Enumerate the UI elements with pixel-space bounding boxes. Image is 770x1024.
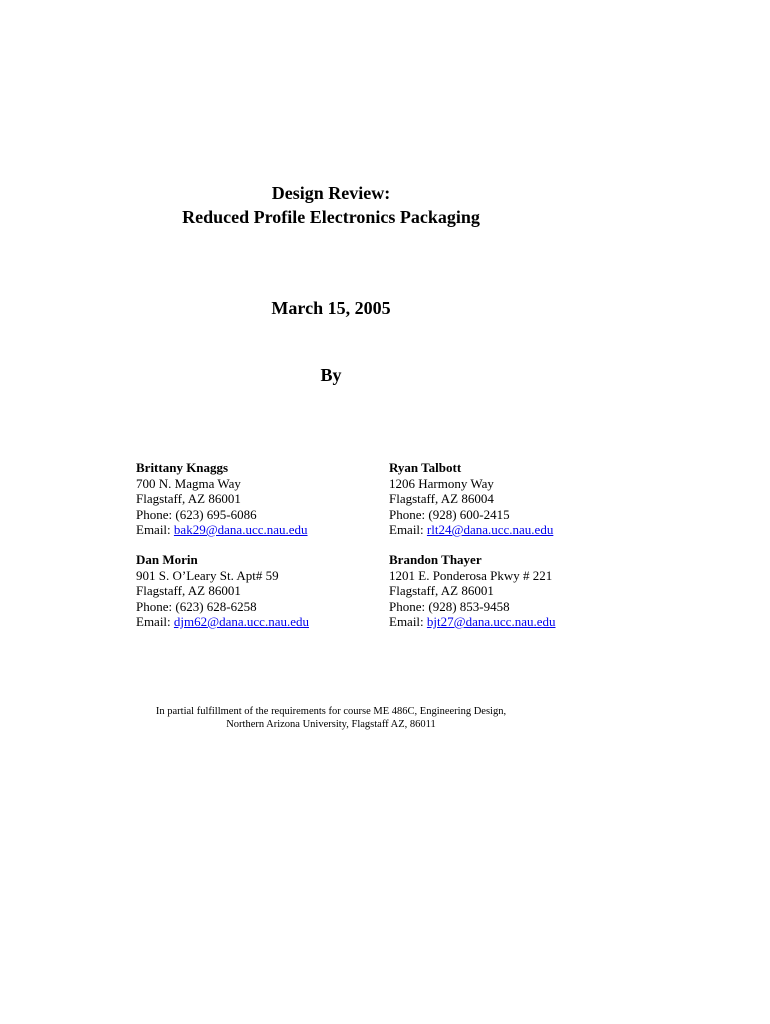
author-name: Dan Morin xyxy=(136,552,198,567)
document-date: March 15, 2005 xyxy=(271,298,391,318)
author-block-thayer xyxy=(389,552,556,630)
author-email-link[interactable]: bjt27@dana.ucc.nau.edu xyxy=(426,614,556,629)
email-label: Email: xyxy=(136,522,174,537)
author-email-link[interactable]: rlt24@dana.ucc.nau.edu xyxy=(426,522,554,537)
course-footnote xyxy=(0,705,662,731)
author-name: Brandon Thayer xyxy=(389,552,482,567)
author-email-line xyxy=(136,522,308,538)
author-city: Flagstaff, AZ 86001 xyxy=(136,583,241,598)
author-address: 1206 Harmony Way xyxy=(389,475,494,491)
author-phone: Phone: (623) 628-6258 xyxy=(136,598,257,614)
by-label: By xyxy=(320,365,342,385)
author-email-line xyxy=(389,614,556,630)
footnote-line-2: Northern Arizona University, Flagstaff AZ, 86011 xyxy=(226,719,436,730)
author-address: 1201 E. Ponderosa Pkwy # 221 xyxy=(389,567,553,583)
author-name: Brittany Knaggs xyxy=(136,460,229,475)
author-address: 700 N. Magma Way xyxy=(136,475,241,491)
footnote-line-1: In partial fulfillment of the requirements for course ME 486C, Engineering Design, xyxy=(155,706,507,717)
author-name: Ryan Talbott xyxy=(389,460,462,475)
email-label: Email: xyxy=(136,614,174,629)
author-city: Flagstaff, AZ 86001 xyxy=(136,491,241,506)
title-line-2: Reduced Profile Electronics Packaging xyxy=(182,207,480,227)
author-city: Flagstaff, AZ 86004 xyxy=(389,491,494,506)
author-email-link[interactable]: bak29@dana.ucc.nau.edu xyxy=(173,522,308,537)
author-email-link[interactable]: djm62@dana.ucc.nau.edu xyxy=(173,614,309,629)
author-city: Flagstaff, AZ 86001 xyxy=(389,583,494,598)
author-block-morin xyxy=(136,552,309,630)
author-email-line xyxy=(389,522,553,538)
email-label: Email: xyxy=(389,614,427,629)
author-phone: Phone: (623) 695-6086 xyxy=(136,506,257,522)
author-email-line xyxy=(136,614,309,630)
author-block-talbott xyxy=(389,460,553,538)
author-block-knaggs xyxy=(136,460,308,538)
author-address: 901 S. O’Leary St. Apt# 59 xyxy=(136,567,279,583)
author-phone: Phone: (928) 600-2415 xyxy=(389,506,510,522)
email-label: Email: xyxy=(389,522,427,537)
title-line-1: Design Review: xyxy=(271,183,391,203)
document-title xyxy=(0,181,662,229)
author-phone: Phone: (928) 853-9458 xyxy=(389,598,510,614)
